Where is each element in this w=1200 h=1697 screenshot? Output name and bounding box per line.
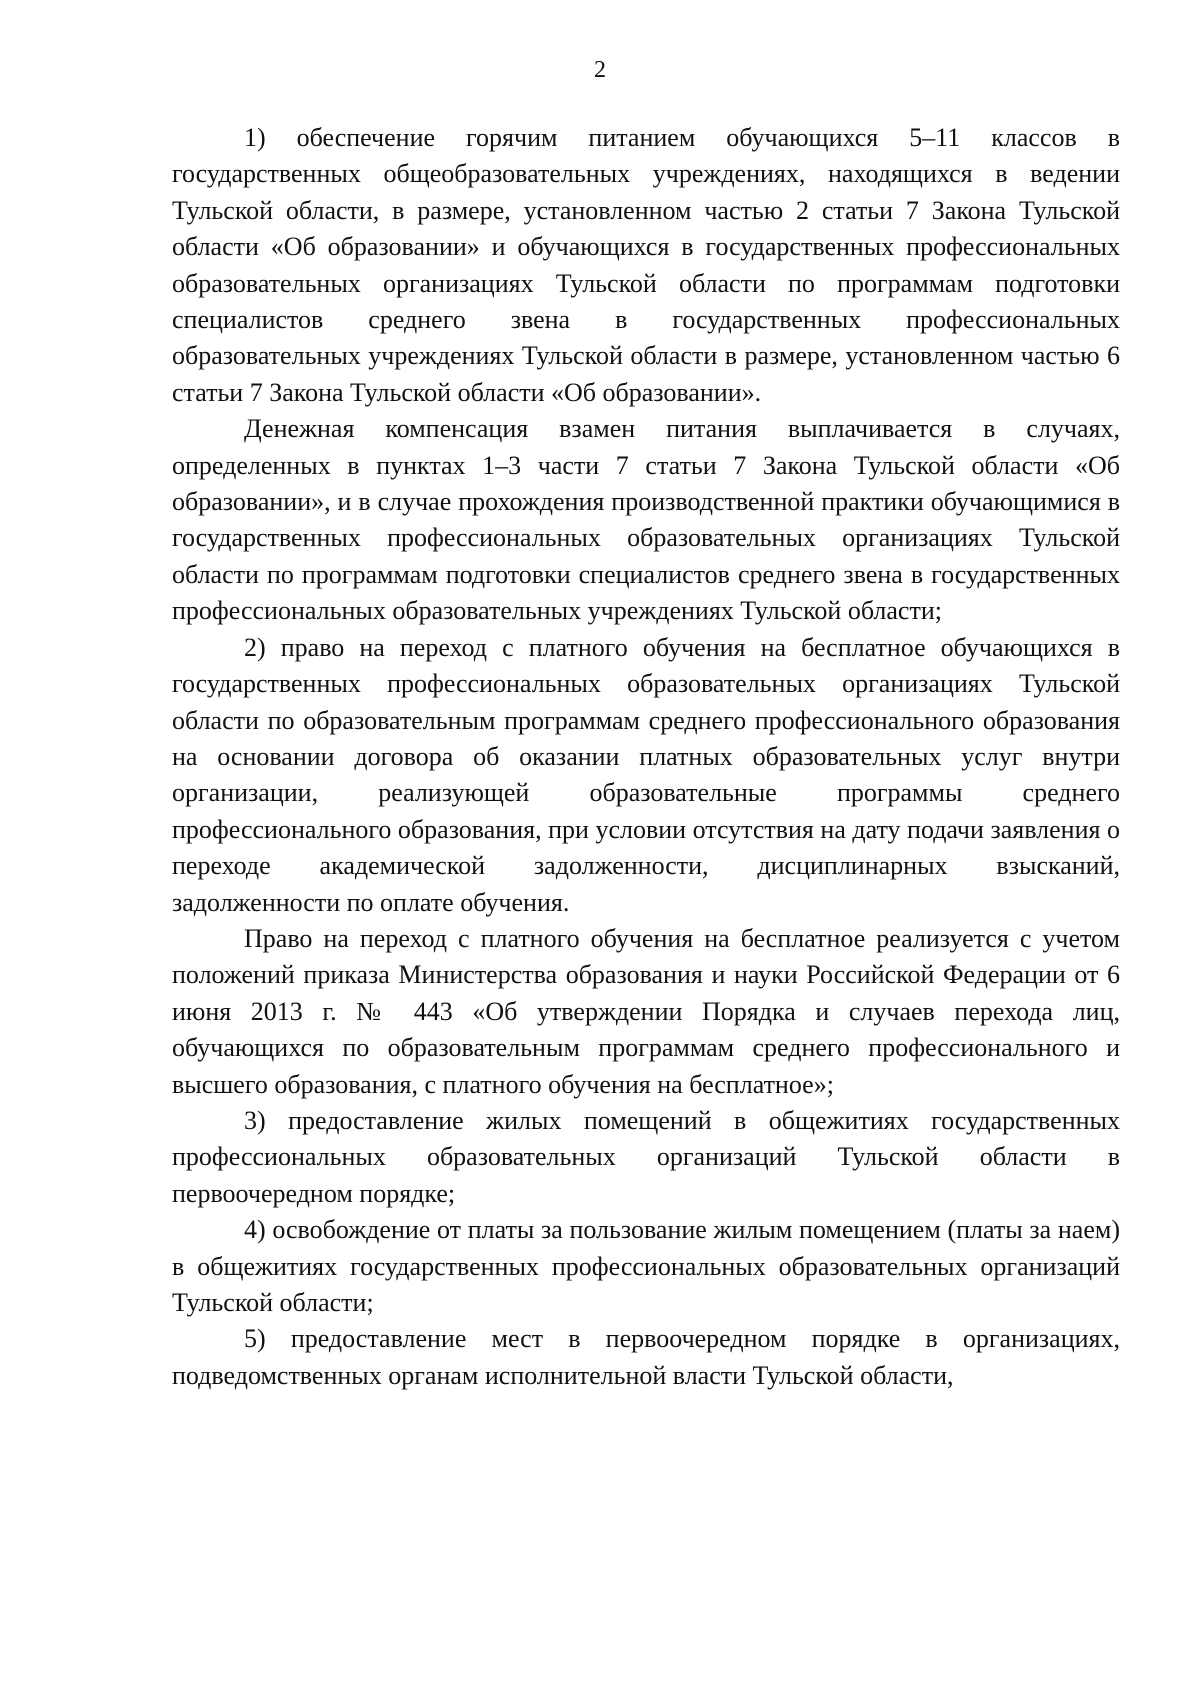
paragraph-item-3: 3) предоставление жилых помещений в общежитиях государственных профессиональных образовательных организаций Тульской области в первоочередном порядке;	[172, 1105, 1120, 1208]
paragraph-item-4: 4) освобождение от платы за пользование жилым помещением (платы за наем) в общежитиях государственных профессиональных образовательных организаций Тульской области;	[172, 1215, 1120, 1317]
document-body	[172, 120, 1120, 1394]
paragraph-item-1: 1) обеспечение горячим питанием обучающихся 5–11 классов в государственных общеобразовательных учреждениях, находящихся в ведении Тульской области, в размере, установленном частью 2 статьи 7 Закона Тульской области «Об образовании» и обучающихся в государственных профессиональных образовательных организациях Тульской области по программам подготовки специалистов среднего звена в государственных профессиональных образовательных учреждениях Тульской области в размере, установленном частью 6 статьи 7 Закона Тульской области «Об образовании».	[172, 123, 1120, 407]
paragraph-transfer-right: Право на переход с платного обучения на бесплатное реализуется с учетом положений приказа Министерства образования и науки Российской Федерации от 6 июня 2013 г. № 443 «Об утверждении Порядка и случаев перехода лиц, обучающихся по образовательным программам среднего профессионального и высшего образования, с платного обучения на бесплатное»;	[172, 923, 1120, 1099]
paragraph-item-2: 2) право на переход с платного обучения на бесплатное обучающихся в государственных профессиональных образовательных организациях Тульской области по образовательным программам среднего профессионального образования на основании договора об оказании платных образовательных услуг внутри организации, реализующей образовательные программы среднего профессионального образования, при условии отсутствия на дату подачи заявления о переходе академической задолженности, дисциплинарных взысканий, задолженности по оплате обучения.	[172, 632, 1120, 917]
paragraph-meal-compensation: Денежная компенсация взамен питания выплачивается в случаях, определенных в пунктах 1–3 части 7 статьи 7 Закона Тульской области «Об образовании», и в случае прохождения производственной практики обучающимися в государственных профессиональных образовательных организациях Тульской области по программам подготовки специалистов среднего звена в государственных профессиональных образовательных учреждениях Тульской области;	[172, 414, 1120, 626]
paragraph-item-5: 5) предоставление мест в первоочередном порядке в организациях, подведомственных органам исполнительной власти Тульской области,	[172, 1324, 1120, 1390]
page-number: 2	[594, 57, 606, 83]
